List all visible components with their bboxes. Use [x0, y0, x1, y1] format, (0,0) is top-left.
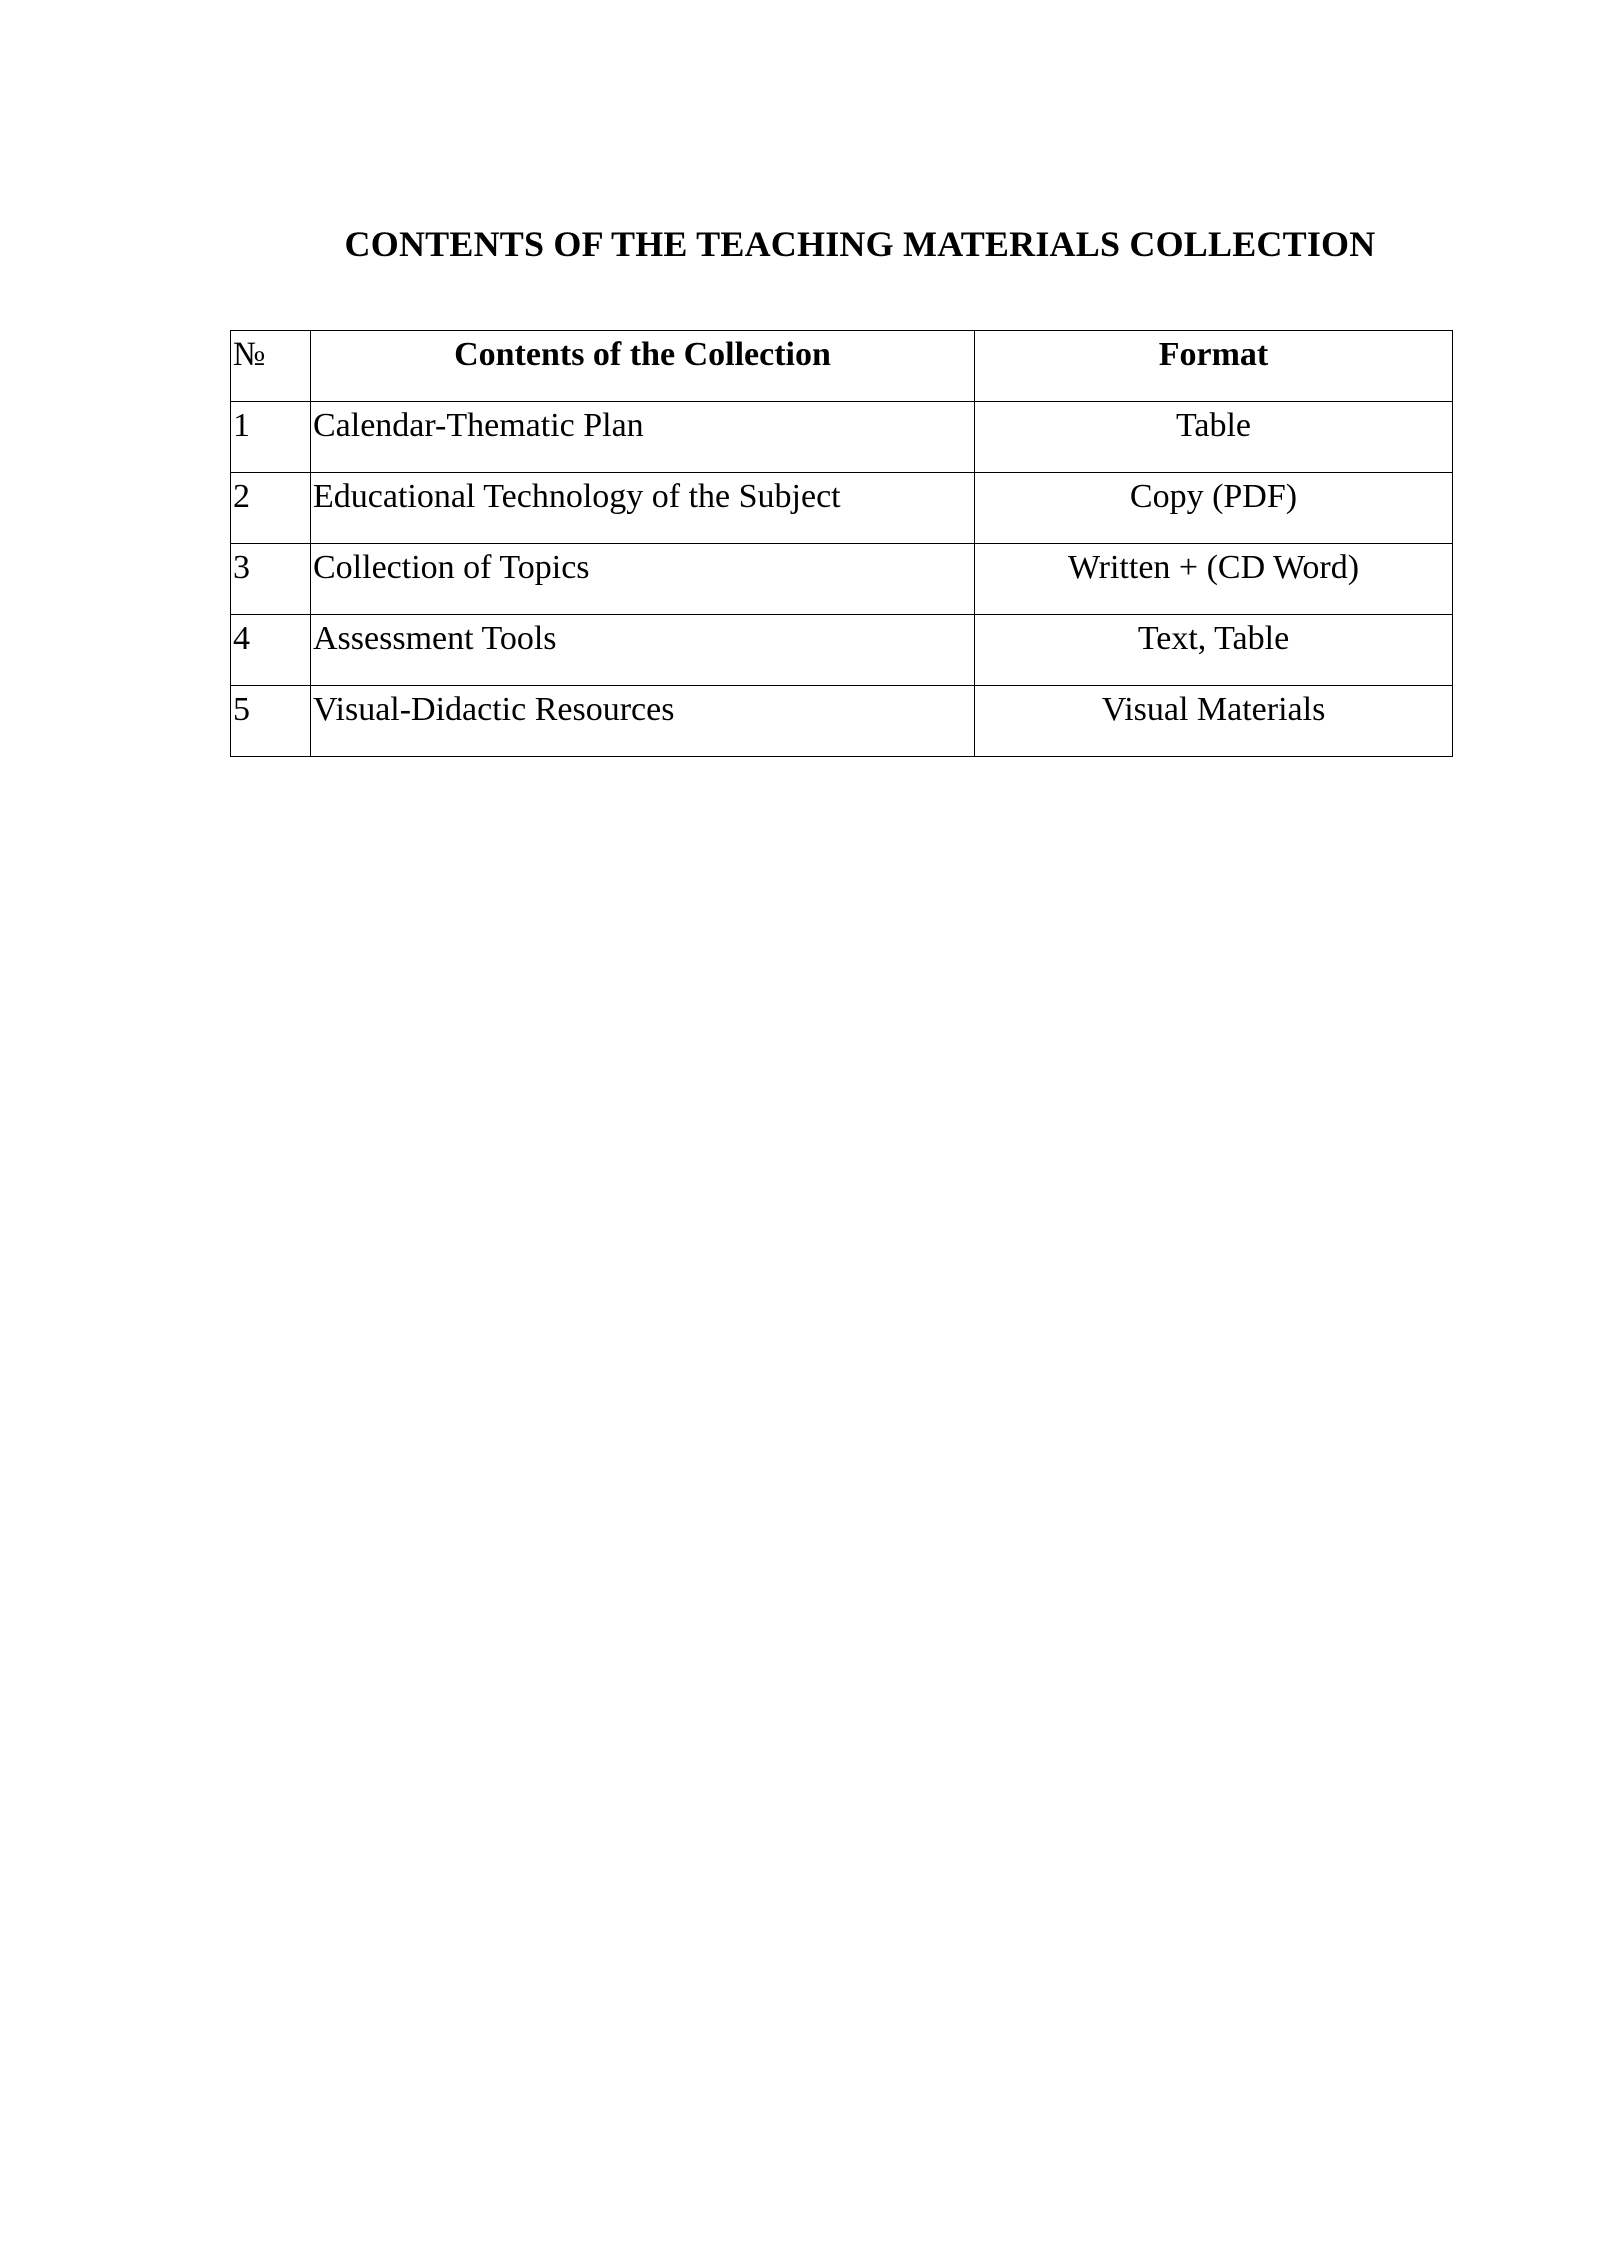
row-format: Copy (PDF) — [975, 473, 1453, 544]
row-contents: Assessment Tools — [311, 615, 975, 686]
row-number: 1 — [231, 402, 311, 473]
row-number: 5 — [231, 686, 311, 757]
row-format: Table — [975, 402, 1453, 473]
header-contents: Contents of the Collection — [311, 331, 975, 402]
table-row — [231, 473, 1453, 544]
table-row — [231, 686, 1453, 757]
row-number: 4 — [231, 615, 311, 686]
row-number: 2 — [231, 473, 311, 544]
table-row — [231, 544, 1453, 615]
page-title: CONTENTS OF THE TEACHING MATERIALS COLLECTION — [344, 224, 1376, 264]
row-number: 3 — [231, 544, 311, 615]
row-format: Visual Materials — [975, 686, 1453, 757]
row-format: Text, Table — [975, 615, 1453, 686]
row-contents: Visual-Didactic Resources — [311, 686, 975, 757]
row-contents: Collection of Topics — [311, 544, 975, 615]
row-contents: Educational Technology of the Subject — [311, 473, 975, 544]
table-row — [231, 615, 1453, 686]
row-format: Written + (CD Word) — [975, 544, 1453, 615]
row-contents: Calendar-Thematic Plan — [311, 402, 975, 473]
contents-table — [230, 330, 1453, 757]
table-row — [231, 402, 1453, 473]
header-format: Format — [975, 331, 1453, 402]
table-header-row — [231, 331, 1453, 402]
header-number: № — [231, 331, 311, 402]
